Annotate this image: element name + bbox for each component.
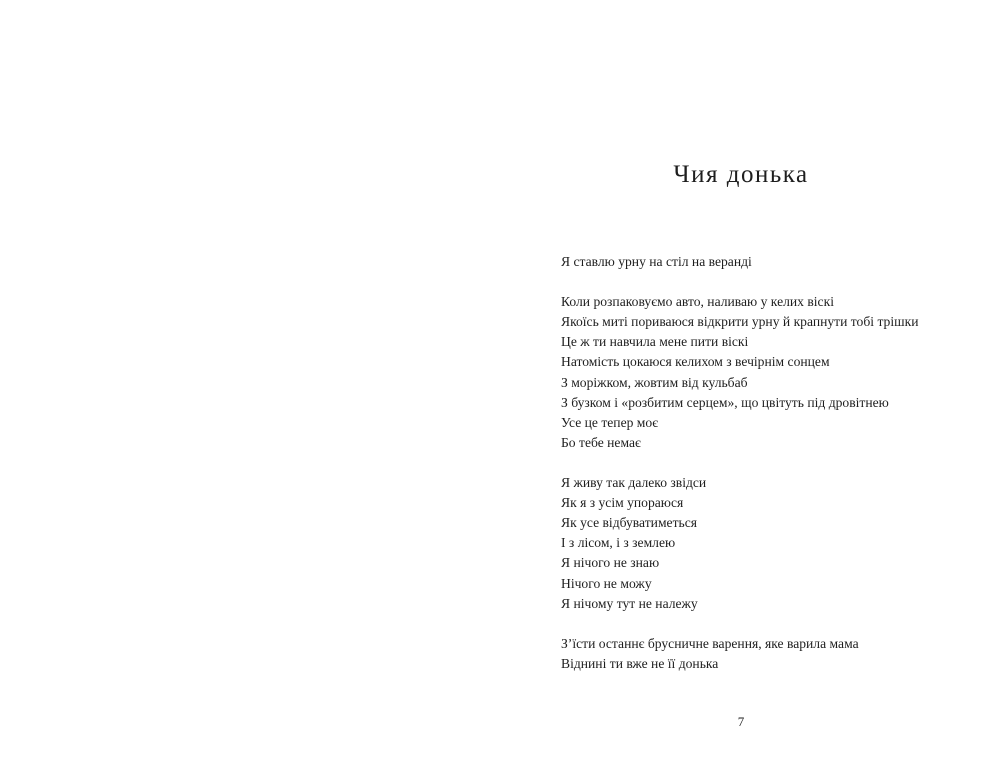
poem-line: Я живу так далеко звідси xyxy=(561,475,707,491)
poem-line: Бо тебе немає xyxy=(561,434,641,450)
poem-line: З моріжком, жовтим від кульбаб xyxy=(561,374,748,390)
poem-line: Як я з усім упораюся xyxy=(561,495,684,511)
poem-line: Якоїсь миті пориваюся відкрити урну й крапнути тобі трішки xyxy=(561,314,919,330)
poem-line: Я нічому тут не належу xyxy=(561,595,698,611)
poem-line: Я нічого не знаю xyxy=(561,555,660,571)
stanza xyxy=(561,252,918,272)
poem-line: Як усе відбуватиметься xyxy=(561,515,698,531)
page-number: 7 xyxy=(737,714,745,729)
poem-line: Усе це тепер моє xyxy=(561,414,659,430)
poem-body xyxy=(561,252,918,694)
poem-line: З бузком і «розбитим серцем», що цвітуть під дровітнею xyxy=(561,394,889,410)
poem-line: Я ставлю урну на стіл на веранді xyxy=(561,254,752,269)
poem-line: Нічого не можу xyxy=(561,575,652,591)
poem-line: З’їсти останнє брусничне варення, яке варила мама xyxy=(561,635,859,651)
stanza xyxy=(561,292,918,453)
poem-line: Коли розпаковуємо авто, наливаю у келих віскі xyxy=(561,294,834,310)
stanza xyxy=(561,634,918,674)
poem-line: Віднині ти вже не її донька xyxy=(561,655,719,671)
poem-line: Це ж ти навчила мене пити віскі xyxy=(561,334,749,350)
poem-line: Натомість цокаюся келихом з вечірнім сонцем xyxy=(561,354,830,370)
poem-title: Чия донька xyxy=(673,160,809,188)
stanza xyxy=(561,473,918,614)
poem-line: І з лісом, і з землею xyxy=(561,535,676,551)
